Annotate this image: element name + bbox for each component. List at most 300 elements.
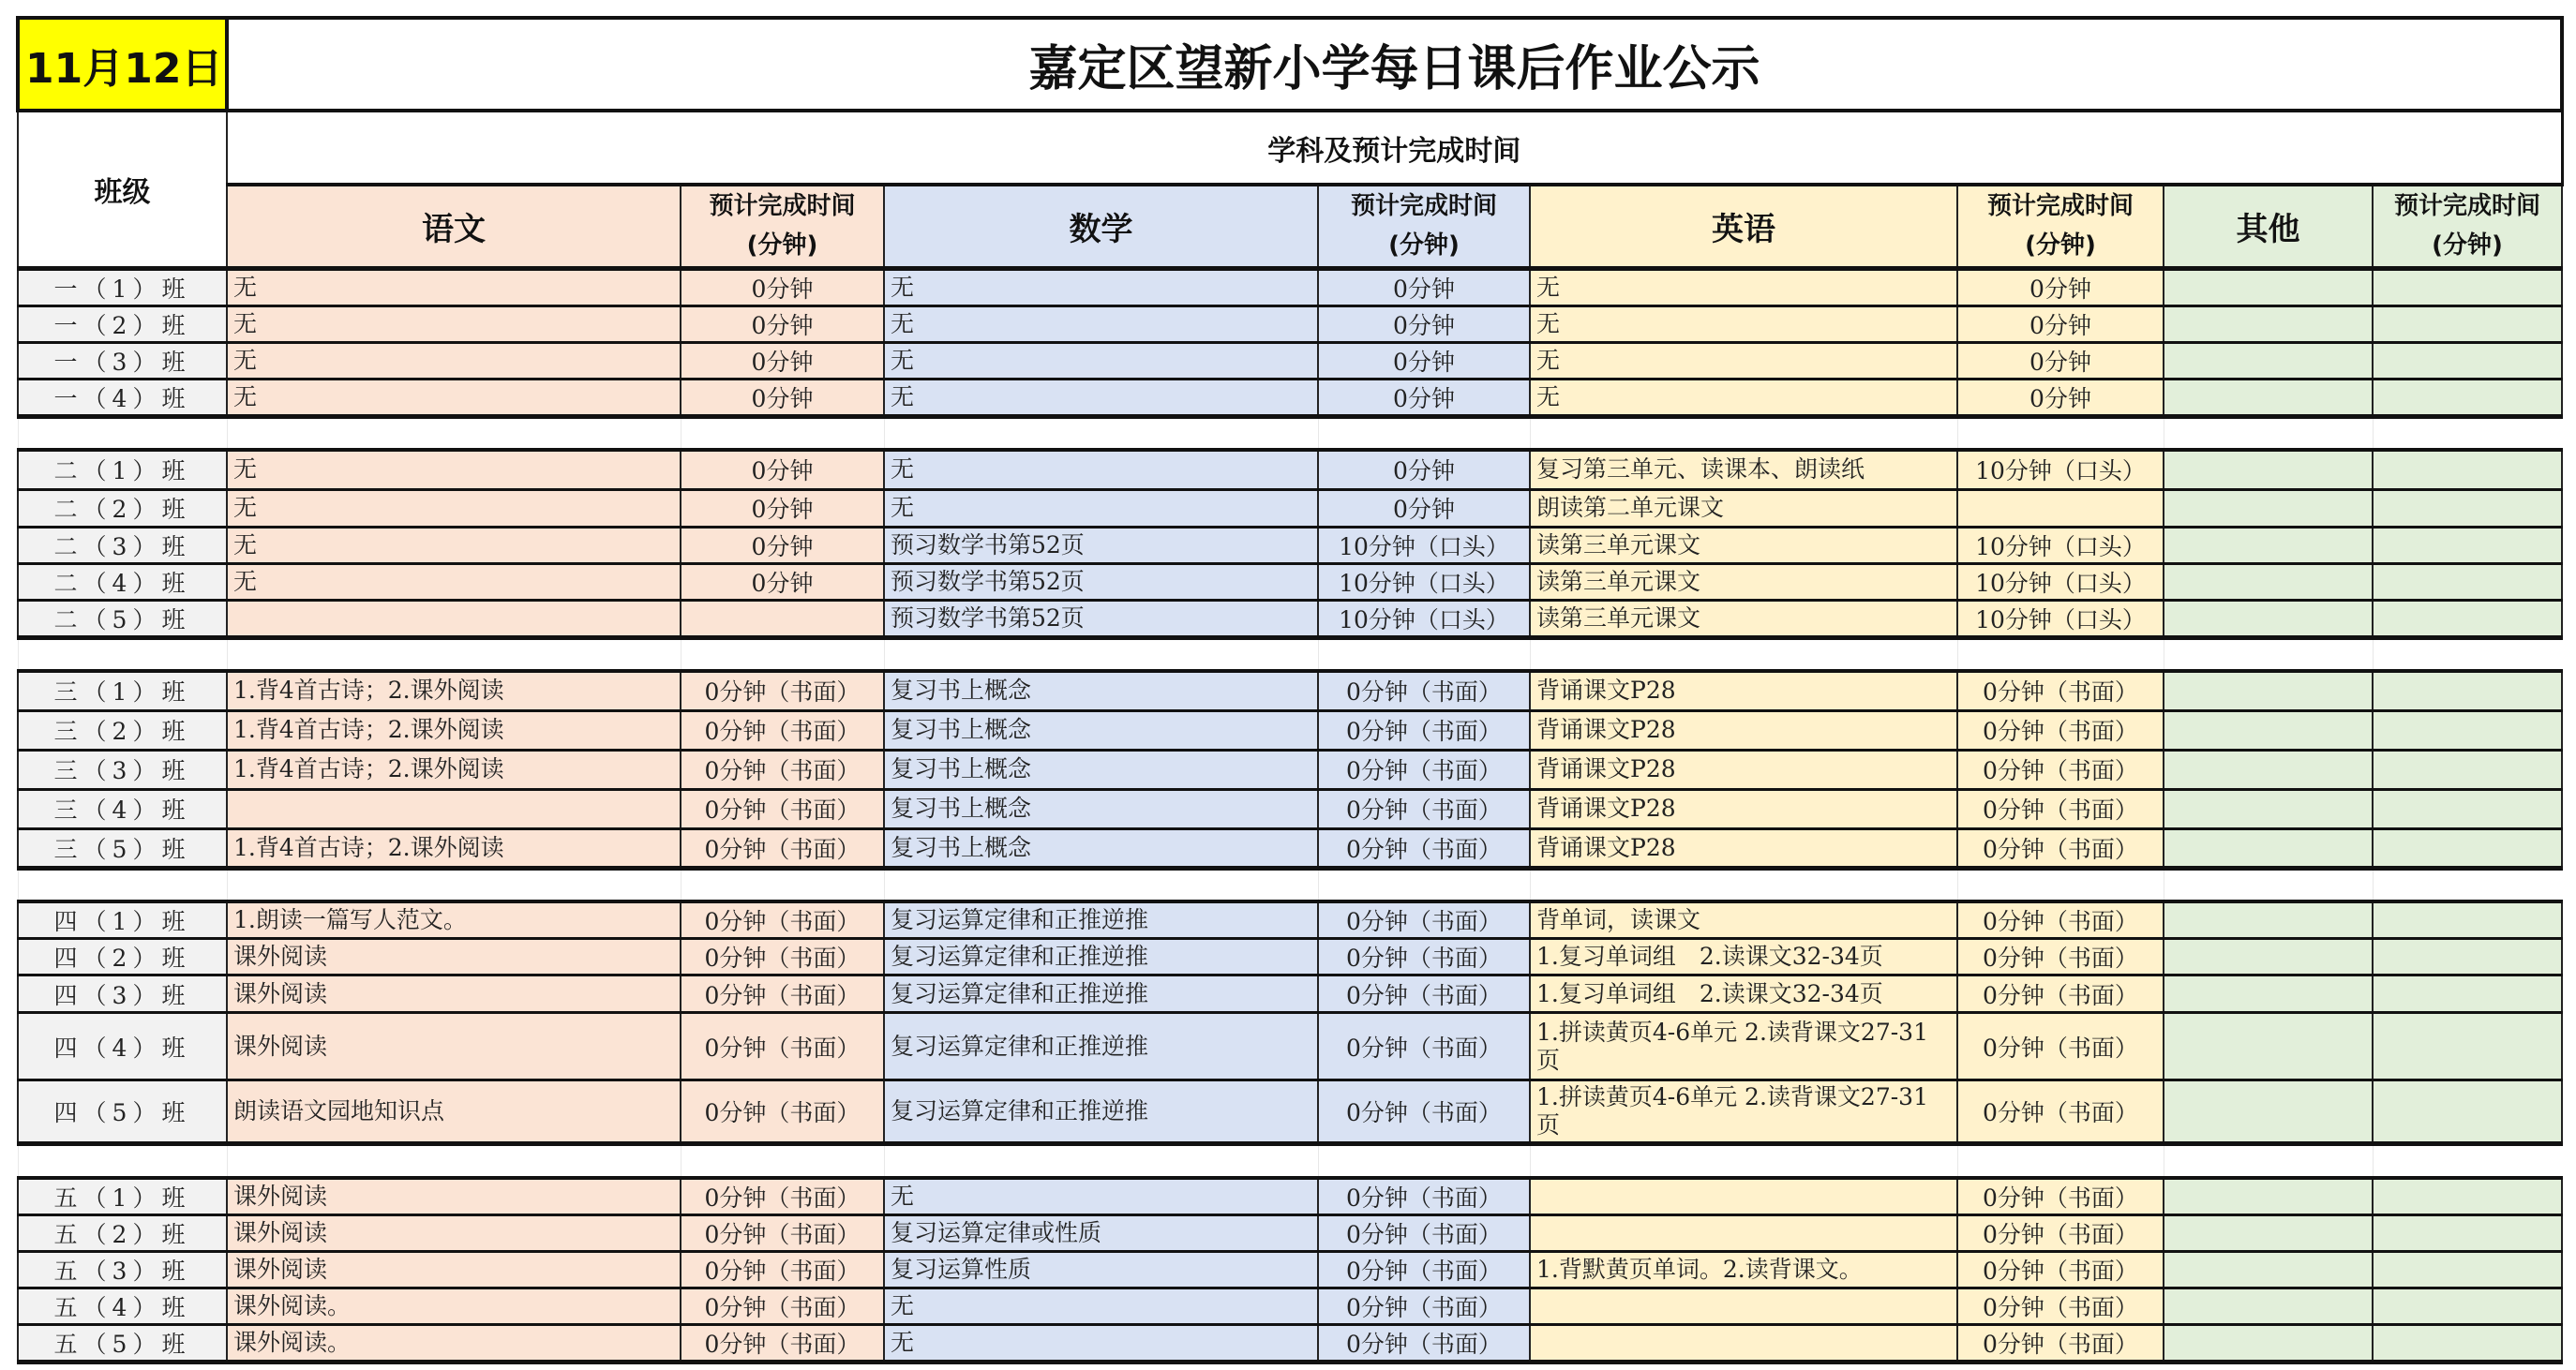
empty-cell[interactable] xyxy=(18,416,227,450)
other-cell[interactable] xyxy=(2164,939,2373,975)
table-row xyxy=(18,828,2562,868)
other-cell[interactable] xyxy=(2164,1178,2373,1215)
english-time-cell[interactable]: 0分钟（书面） xyxy=(1957,789,2164,828)
math-time-cell[interactable]: 10分钟（口头） xyxy=(1318,527,1530,563)
chinese-cell[interactable]: 无 xyxy=(227,379,681,416)
class-cell[interactable]: 五（5）班 xyxy=(18,1324,227,1362)
english-cell[interactable]: 读第三单元课文 xyxy=(1530,527,1957,563)
other-time-cell[interactable] xyxy=(2373,1178,2562,1215)
empty-cell[interactable] xyxy=(18,637,227,671)
table-row xyxy=(18,1080,2562,1144)
time-unit: (分钟) xyxy=(746,231,818,261)
english-time-cell[interactable]: 0分钟（书面） xyxy=(1957,901,2164,939)
chinese-cell[interactable]: 课外阅读。 xyxy=(227,1324,681,1362)
other-cell[interactable] xyxy=(2164,563,2373,600)
class-cell[interactable]: 四（2）班 xyxy=(18,939,227,975)
math-time-cell[interactable]: 0分钟（书面） xyxy=(1318,828,1530,868)
math-cell[interactable]: 无 xyxy=(884,305,1318,342)
other-time-cell[interactable] xyxy=(2373,1251,2562,1288)
math-time-cell[interactable]: 0分钟（书面） xyxy=(1318,671,1530,710)
chinese-time-cell[interactable]: 0分钟（书面） xyxy=(681,1214,884,1251)
english-cell[interactable]: 1.背默黄页单词。2.读背课文。 xyxy=(1530,1251,1957,1288)
table-row xyxy=(18,268,2562,305)
class-cell[interactable]: 三（4）班 xyxy=(18,789,227,828)
col-english-time[interactable] xyxy=(1957,185,2164,268)
empty-cell[interactable] xyxy=(1530,637,1957,671)
math-cell[interactable]: 复习运算定律和正推逆推 xyxy=(884,1080,1318,1144)
chinese-time-cell[interactable]: 0分钟 xyxy=(681,379,884,416)
empty-cell[interactable] xyxy=(1530,416,1957,450)
class-cell[interactable]: 三（2）班 xyxy=(18,710,227,750)
english-cell[interactable] xyxy=(1530,1324,1957,1362)
math-time-cell[interactable]: 0分钟 xyxy=(1318,489,1530,527)
english-cell[interactable]: 无 xyxy=(1530,342,1957,379)
other-time-cell[interactable] xyxy=(2373,671,2562,710)
other-cell[interactable] xyxy=(2164,901,2373,939)
empty-cell[interactable] xyxy=(227,637,681,671)
chinese-cell[interactable]: 课外阅读 xyxy=(227,975,681,1013)
other-time-cell[interactable] xyxy=(2373,1214,2562,1251)
math-time-cell[interactable]: 0分钟（书面） xyxy=(1318,1324,1530,1362)
chinese-time-cell[interactable] xyxy=(681,600,884,637)
chinese-time-cell[interactable]: 0分钟 xyxy=(681,563,884,600)
chinese-cell[interactable]: 1.背4首古诗；2.课外阅读 xyxy=(227,750,681,789)
english-time-cell[interactable]: 0分钟（书面） xyxy=(1957,939,2164,975)
empty-cell[interactable] xyxy=(2373,637,2562,671)
other-time-cell[interactable] xyxy=(2373,342,2562,379)
english-time-cell[interactable]: 10分钟（口头） xyxy=(1957,600,2164,637)
other-time-cell[interactable] xyxy=(2373,1013,2562,1080)
math-cell[interactable]: 复习书上概念 xyxy=(884,789,1318,828)
other-time-cell[interactable] xyxy=(2373,901,2562,939)
english-cell[interactable]: 背诵课文P28 xyxy=(1530,710,1957,750)
chinese-time-cell[interactable]: 0分钟 xyxy=(681,342,884,379)
empty-cell[interactable] xyxy=(1957,1144,2164,1178)
math-time-cell[interactable]: 0分钟（书面） xyxy=(1318,901,1530,939)
col-math-time[interactable] xyxy=(1318,185,1530,268)
empty-cell[interactable] xyxy=(1318,1144,1530,1178)
class-cell[interactable]: 一（1）班 xyxy=(18,268,227,305)
english-cell[interactable]: 背诵课文P28 xyxy=(1530,789,1957,828)
table-row xyxy=(18,1324,2562,1362)
chinese-cell[interactable]: 课外阅读 xyxy=(227,1178,681,1215)
other-cell[interactable] xyxy=(2164,1080,2373,1144)
other-cell[interactable] xyxy=(2164,710,2373,750)
other-cell[interactable] xyxy=(2164,379,2373,416)
chinese-time-cell[interactable]: 0分钟（书面） xyxy=(681,789,884,828)
other-cell[interactable] xyxy=(2164,975,2373,1013)
english-time-cell[interactable]: 0分钟（书面） xyxy=(1957,1214,2164,1251)
class-cell[interactable]: 四（4）班 xyxy=(18,1013,227,1080)
other-time-cell[interactable] xyxy=(2373,1288,2562,1324)
math-time-cell[interactable]: 0分钟（书面） xyxy=(1318,710,1530,750)
math-time-cell[interactable]: 0分钟 xyxy=(1318,379,1530,416)
table-row xyxy=(18,1013,2562,1080)
chinese-cell[interactable]: 课外阅读 xyxy=(227,939,681,975)
empty-cell[interactable] xyxy=(1957,416,2164,450)
english-cell[interactable]: 读第三单元课文 xyxy=(1530,563,1957,600)
empty-cell[interactable] xyxy=(1530,1144,1957,1178)
chinese-cell[interactable]: 课外阅读 xyxy=(227,1013,681,1080)
other-cell[interactable] xyxy=(2164,1288,2373,1324)
chinese-time-cell[interactable]: 0分钟（书面） xyxy=(681,901,884,939)
other-cell[interactable] xyxy=(2164,1324,2373,1362)
math-time-cell[interactable]: 0分钟（书面） xyxy=(1318,939,1530,975)
math-cell[interactable]: 预习数学书第52页 xyxy=(884,563,1318,600)
other-time-cell[interactable] xyxy=(2373,1324,2562,1362)
chinese-cell[interactable] xyxy=(227,600,681,637)
english-time-cell[interactable]: 10分钟（口头） xyxy=(1957,450,2164,489)
class-cell[interactable]: 五（2）班 xyxy=(18,1214,227,1251)
math-time-cell[interactable]: 0分钟（书面） xyxy=(1318,1013,1530,1080)
page-title[interactable]: 嘉定区望新小学每日课后作业公示 xyxy=(227,18,2562,111)
col-other[interactable]: 其他 xyxy=(2164,185,2373,268)
empty-cell[interactable] xyxy=(227,1144,681,1178)
empty-cell[interactable] xyxy=(2164,637,2373,671)
empty-cell[interactable] xyxy=(2373,868,2562,901)
english-time-cell[interactable]: 0分钟 xyxy=(1957,379,2164,416)
table-row xyxy=(18,527,2562,563)
other-cell[interactable] xyxy=(2164,600,2373,637)
chinese-cell[interactable]: 无 xyxy=(227,342,681,379)
empty-cell[interactable] xyxy=(1318,416,1530,450)
english-cell[interactable]: 复习第三单元、读课本、朗读纸 xyxy=(1530,450,1957,489)
english-time-cell[interactable]: 0分钟（书面） xyxy=(1957,975,2164,1013)
table-row xyxy=(18,671,2562,710)
math-cell[interactable]: 复习书上概念 xyxy=(884,710,1318,750)
other-cell[interactable] xyxy=(2164,671,2373,710)
grade-spacer xyxy=(18,416,2562,450)
table-row xyxy=(18,489,2562,527)
time-label: 预计完成时间 xyxy=(2394,192,2541,221)
chinese-cell[interactable] xyxy=(227,789,681,828)
math-time-cell[interactable]: 0分钟（书面） xyxy=(1318,1178,1530,1215)
chinese-time-cell[interactable]: 0分钟 xyxy=(681,450,884,489)
class-header[interactable]: 班级 xyxy=(18,111,227,268)
empty-cell[interactable] xyxy=(1318,637,1530,671)
english-cell[interactable] xyxy=(1530,1178,1957,1215)
english-cell[interactable]: 朗读第二单元课文 xyxy=(1530,489,1957,527)
grade-spacer xyxy=(18,1144,2562,1178)
math-cell[interactable]: 复习运算性质 xyxy=(884,1251,1318,1288)
math-cell[interactable]: 无 xyxy=(884,379,1318,416)
table-row xyxy=(18,750,2562,789)
math-cell[interactable]: 复习运算定律和正推逆推 xyxy=(884,975,1318,1013)
other-time-cell[interactable] xyxy=(2373,600,2562,637)
chinese-cell[interactable]: 无 xyxy=(227,450,681,489)
col-chinese-time[interactable] xyxy=(681,185,884,268)
english-time-cell[interactable]: 0分钟（书面） xyxy=(1957,1251,2164,1288)
class-cell[interactable]: 五（1）班 xyxy=(18,1178,227,1215)
english-time-cell[interactable] xyxy=(1957,489,2164,527)
math-cell[interactable]: 无 xyxy=(884,1324,1318,1362)
time-label: 预计完成时间 xyxy=(1986,192,2134,221)
math-cell[interactable]: 预习数学书第52页 xyxy=(884,600,1318,637)
other-cell[interactable] xyxy=(2164,789,2373,828)
empty-cell[interactable] xyxy=(884,1144,1318,1178)
english-cell[interactable]: 背诵课文P28 xyxy=(1530,828,1957,868)
table-row xyxy=(18,710,2562,750)
english-cell[interactable]: 无 xyxy=(1530,268,1957,305)
other-cell[interactable] xyxy=(2164,305,2373,342)
english-cell[interactable]: 无 xyxy=(1530,305,1957,342)
english-cell[interactable] xyxy=(1530,1288,1957,1324)
english-time-cell[interactable]: 0分钟（书面） xyxy=(1957,710,2164,750)
english-time-cell[interactable]: 0分钟 xyxy=(1957,305,2164,342)
math-time-cell[interactable]: 10分钟（口头） xyxy=(1318,563,1530,600)
english-cell[interactable]: 背诵课文P28 xyxy=(1530,750,1957,789)
english-time-cell[interactable]: 0分钟（书面） xyxy=(1957,1324,2164,1362)
chinese-time-cell[interactable]: 0分钟（书面） xyxy=(681,1178,884,1215)
other-cell[interactable] xyxy=(2164,1251,2373,1288)
class-cell[interactable]: 三（5）班 xyxy=(18,828,227,868)
math-cell[interactable]: 无 xyxy=(884,1178,1318,1215)
other-time-cell[interactable] xyxy=(2373,489,2562,527)
other-time-cell[interactable] xyxy=(2373,789,2562,828)
other-time-cell[interactable] xyxy=(2373,710,2562,750)
class-cell[interactable]: 二（2）班 xyxy=(18,489,227,527)
math-time-cell[interactable]: 0分钟 xyxy=(1318,268,1530,305)
math-cell[interactable]: 无 xyxy=(884,1288,1318,1324)
other-time-cell[interactable] xyxy=(2373,1080,2562,1144)
time-unit: (分钟) xyxy=(1388,231,1460,261)
other-time-cell[interactable] xyxy=(2373,305,2562,342)
col-other-time[interactable] xyxy=(2373,185,2562,268)
math-cell[interactable]: 复习书上概念 xyxy=(884,750,1318,789)
empty-cell[interactable] xyxy=(1957,868,2164,901)
time-unit: (分钟) xyxy=(2025,231,2096,261)
empty-cell[interactable] xyxy=(1957,637,2164,671)
math-time-cell[interactable]: 0分钟（书面） xyxy=(1318,1080,1530,1144)
other-cell[interactable] xyxy=(2164,828,2373,868)
math-cell[interactable]: 无 xyxy=(884,342,1318,379)
empty-cell[interactable] xyxy=(884,637,1318,671)
chinese-cell[interactable]: 1.背4首古诗；2.课外阅读 xyxy=(227,671,681,710)
chinese-cell[interactable]: 无 xyxy=(227,527,681,563)
math-time-cell[interactable]: 0分钟（书面） xyxy=(1318,1214,1530,1251)
other-cell[interactable] xyxy=(2164,1013,2373,1080)
homework-table xyxy=(16,16,2564,1364)
chinese-time-cell[interactable]: 0分钟（书面） xyxy=(681,750,884,789)
other-cell[interactable] xyxy=(2164,268,2373,305)
chinese-time-cell[interactable]: 0分钟（书面） xyxy=(681,1080,884,1144)
empty-cell[interactable] xyxy=(884,868,1318,901)
class-cell[interactable]: 二（5）班 xyxy=(18,600,227,637)
chinese-cell[interactable]: 朗读语文园地知识点 xyxy=(227,1080,681,1144)
table-row xyxy=(18,1251,2562,1288)
time-label: 预计完成时间 xyxy=(709,192,856,221)
table-row xyxy=(18,1288,2562,1324)
class-cell[interactable]: 一（3）班 xyxy=(18,342,227,379)
empty-cell[interactable] xyxy=(227,868,681,901)
math-cell[interactable]: 预习数学书第52页 xyxy=(884,527,1318,563)
math-time-cell[interactable]: 0分钟（书面） xyxy=(1318,1251,1530,1288)
chinese-cell[interactable]: 课外阅读 xyxy=(227,1214,681,1251)
empty-cell[interactable] xyxy=(18,1144,227,1178)
english-cell[interactable] xyxy=(1530,1214,1957,1251)
empty-cell[interactable] xyxy=(18,868,227,901)
english-cell[interactable]: 1.拼读黄页4-6单元 2.读背课文27-31页 xyxy=(1530,1080,1957,1144)
chinese-cell[interactable]: 1.背4首古诗；2.课外阅读 xyxy=(227,828,681,868)
empty-cell[interactable] xyxy=(2164,1144,2373,1178)
math-cell[interactable]: 复习书上概念 xyxy=(884,828,1318,868)
math-cell[interactable]: 复习运算定律或性质 xyxy=(884,1214,1318,1251)
time-label: 预计完成时间 xyxy=(1350,192,1497,221)
chinese-cell[interactable]: 无 xyxy=(227,563,681,600)
chinese-cell[interactable]: 课外阅读 xyxy=(227,1251,681,1288)
english-cell[interactable]: 背诵课文P28 xyxy=(1530,671,1957,710)
empty-cell[interactable] xyxy=(884,416,1318,450)
other-time-cell[interactable] xyxy=(2373,563,2562,600)
empty-cell[interactable] xyxy=(681,416,884,450)
table-row xyxy=(18,975,2562,1013)
english-cell[interactable]: 1.复习单词组 2.读课文32-34页 xyxy=(1530,975,1957,1013)
chinese-time-cell[interactable]: 0分钟（书面） xyxy=(681,939,884,975)
class-cell[interactable]: 三（1）班 xyxy=(18,671,227,710)
math-time-cell[interactable]: 0分钟 xyxy=(1318,450,1530,489)
english-cell[interactable]: 1.复习单词组 2.读课文32-34页 xyxy=(1530,939,1957,975)
date-cell[interactable]: 11月12日 xyxy=(18,18,227,111)
math-cell[interactable]: 无 xyxy=(884,450,1318,489)
math-cell[interactable]: 复习书上概念 xyxy=(884,671,1318,710)
other-time-cell[interactable] xyxy=(2373,268,2562,305)
english-time-cell[interactable]: 10分钟（口头） xyxy=(1957,563,2164,600)
other-cell[interactable] xyxy=(2164,527,2373,563)
math-time-cell[interactable]: 0分钟（书面） xyxy=(1318,750,1530,789)
time-unit: (分钟) xyxy=(2432,231,2503,261)
math-time-cell[interactable]: 0分钟（书面） xyxy=(1318,789,1530,828)
chinese-time-cell[interactable]: 0分钟（书面） xyxy=(681,1324,884,1362)
empty-cell[interactable] xyxy=(681,637,884,671)
math-cell[interactable]: 无 xyxy=(884,268,1318,305)
math-cell[interactable]: 无 xyxy=(884,489,1318,527)
empty-cell[interactable] xyxy=(1530,868,1957,901)
chinese-cell[interactable]: 无 xyxy=(227,489,681,527)
english-time-cell[interactable]: 0分钟（书面） xyxy=(1957,828,2164,868)
table-row xyxy=(18,939,2562,975)
empty-cell[interactable] xyxy=(2164,416,2373,450)
col-math[interactable]: 数学 xyxy=(884,185,1318,268)
math-cell[interactable]: 复习运算定律和正推逆推 xyxy=(884,901,1318,939)
english-time-cell[interactable]: 0分钟（书面） xyxy=(1957,1178,2164,1215)
other-cell[interactable] xyxy=(2164,450,2373,489)
table-row xyxy=(18,1178,2562,1215)
empty-cell[interactable] xyxy=(681,868,884,901)
english-time-cell[interactable]: 0分钟（书面） xyxy=(1957,1288,2164,1324)
other-time-cell[interactable] xyxy=(2373,379,2562,416)
other-cell[interactable] xyxy=(2164,1214,2373,1251)
other-time-cell[interactable] xyxy=(2373,975,2562,1013)
english-time-cell[interactable]: 10分钟（口头） xyxy=(1957,527,2164,563)
chinese-time-cell[interactable]: 0分钟 xyxy=(681,489,884,527)
math-cell[interactable]: 复习运算定律和正推逆推 xyxy=(884,1013,1318,1080)
chinese-time-cell[interactable]: 0分钟（书面） xyxy=(681,975,884,1013)
english-time-cell[interactable]: 0分钟 xyxy=(1957,268,2164,305)
other-time-cell[interactable] xyxy=(2373,828,2562,868)
chinese-cell[interactable]: 无 xyxy=(227,268,681,305)
math-time-cell[interactable]: 10分钟（口头） xyxy=(1318,600,1530,637)
empty-cell[interactable] xyxy=(2164,868,2373,901)
chinese-cell[interactable]: 1.背4首古诗；2.课外阅读 xyxy=(227,710,681,750)
table-row xyxy=(18,1214,2562,1251)
other-time-cell[interactable] xyxy=(2373,527,2562,563)
chinese-time-cell[interactable]: 0分钟（书面） xyxy=(681,1013,884,1080)
english-cell[interactable]: 无 xyxy=(1530,379,1957,416)
grade-spacer xyxy=(18,637,2562,671)
chinese-time-cell[interactable]: 0分钟（书面） xyxy=(681,671,884,710)
chinese-cell[interactable]: 1.朗读一篇写人范文。 xyxy=(227,901,681,939)
math-cell[interactable]: 复习运算定律和正推逆推 xyxy=(884,939,1318,975)
subject-header[interactable]: 学科及预计完成时间 xyxy=(227,111,2562,185)
chinese-time-cell[interactable]: 0分钟（书面） xyxy=(681,1251,884,1288)
table-row xyxy=(18,342,2562,379)
math-time-cell[interactable]: 0分钟（书面） xyxy=(1318,975,1530,1013)
col-english[interactable]: 英语 xyxy=(1530,185,1957,268)
class-cell[interactable]: 四（5）班 xyxy=(18,1080,227,1144)
empty-cell[interactable] xyxy=(1318,868,1530,901)
english-time-cell[interactable]: 0分钟（书面） xyxy=(1957,671,2164,710)
homework-sheet xyxy=(16,16,2560,1364)
chinese-time-cell[interactable]: 0分钟（书面） xyxy=(681,710,884,750)
chinese-cell[interactable]: 课外阅读。 xyxy=(227,1288,681,1324)
english-time-cell[interactable]: 0分钟（书面） xyxy=(1957,1013,2164,1080)
empty-cell[interactable] xyxy=(2373,1144,2562,1178)
math-time-cell[interactable]: 0分钟（书面） xyxy=(1318,1288,1530,1324)
class-cell[interactable]: 四（1）班 xyxy=(18,901,227,939)
table-row xyxy=(18,901,2562,939)
grade-spacer xyxy=(18,868,2562,901)
math-time-cell[interactable]: 0分钟 xyxy=(1318,342,1530,379)
english-cell[interactable]: 1.拼读黄页4-6单元 2.读背课文27-31页 xyxy=(1530,1013,1957,1080)
english-cell[interactable]: 读第三单元课文 xyxy=(1530,600,1957,637)
other-cell[interactable] xyxy=(2164,489,2373,527)
english-time-cell[interactable]: 0分钟（书面） xyxy=(1957,1080,2164,1144)
english-time-cell[interactable]: 0分钟（书面） xyxy=(1957,750,2164,789)
other-time-cell[interactable] xyxy=(2373,450,2562,489)
other-time-cell[interactable] xyxy=(2373,939,2562,975)
other-time-cell[interactable] xyxy=(2373,750,2562,789)
class-cell[interactable]: 二（1）班 xyxy=(18,450,227,489)
class-cell[interactable]: 五（4）班 xyxy=(18,1288,227,1324)
other-cell[interactable] xyxy=(2164,750,2373,789)
class-cell[interactable]: 二（4）班 xyxy=(18,563,227,600)
table-row xyxy=(18,450,2562,489)
empty-cell[interactable] xyxy=(227,416,681,450)
table-row xyxy=(18,789,2562,828)
class-cell[interactable]: 五（3）班 xyxy=(18,1251,227,1288)
chinese-cell[interactable]: 无 xyxy=(227,305,681,342)
class-cell[interactable]: 四（3）班 xyxy=(18,975,227,1013)
table-row xyxy=(18,600,2562,637)
col-chinese[interactable]: 语文 xyxy=(227,185,681,268)
chinese-time-cell[interactable]: 0分钟 xyxy=(681,268,884,305)
english-time-cell[interactable]: 0分钟 xyxy=(1957,342,2164,379)
table-row xyxy=(18,563,2562,600)
chinese-time-cell[interactable]: 0分钟 xyxy=(681,305,884,342)
chinese-time-cell[interactable]: 0分钟 xyxy=(681,527,884,563)
chinese-time-cell[interactable]: 0分钟（书面） xyxy=(681,828,884,868)
english-cell[interactable]: 背单词，读课文 xyxy=(1530,901,1957,939)
empty-cell[interactable] xyxy=(681,1144,884,1178)
class-cell[interactable]: 一（2）班 xyxy=(18,305,227,342)
math-time-cell[interactable]: 0分钟 xyxy=(1318,305,1530,342)
other-cell[interactable] xyxy=(2164,342,2373,379)
class-cell[interactable]: 二（3）班 xyxy=(18,527,227,563)
chinese-time-cell[interactable]: 0分钟（书面） xyxy=(681,1288,884,1324)
class-cell[interactable]: 一（4）班 xyxy=(18,379,227,416)
empty-cell[interactable] xyxy=(2373,416,2562,450)
class-cell[interactable]: 三（3）班 xyxy=(18,750,227,789)
